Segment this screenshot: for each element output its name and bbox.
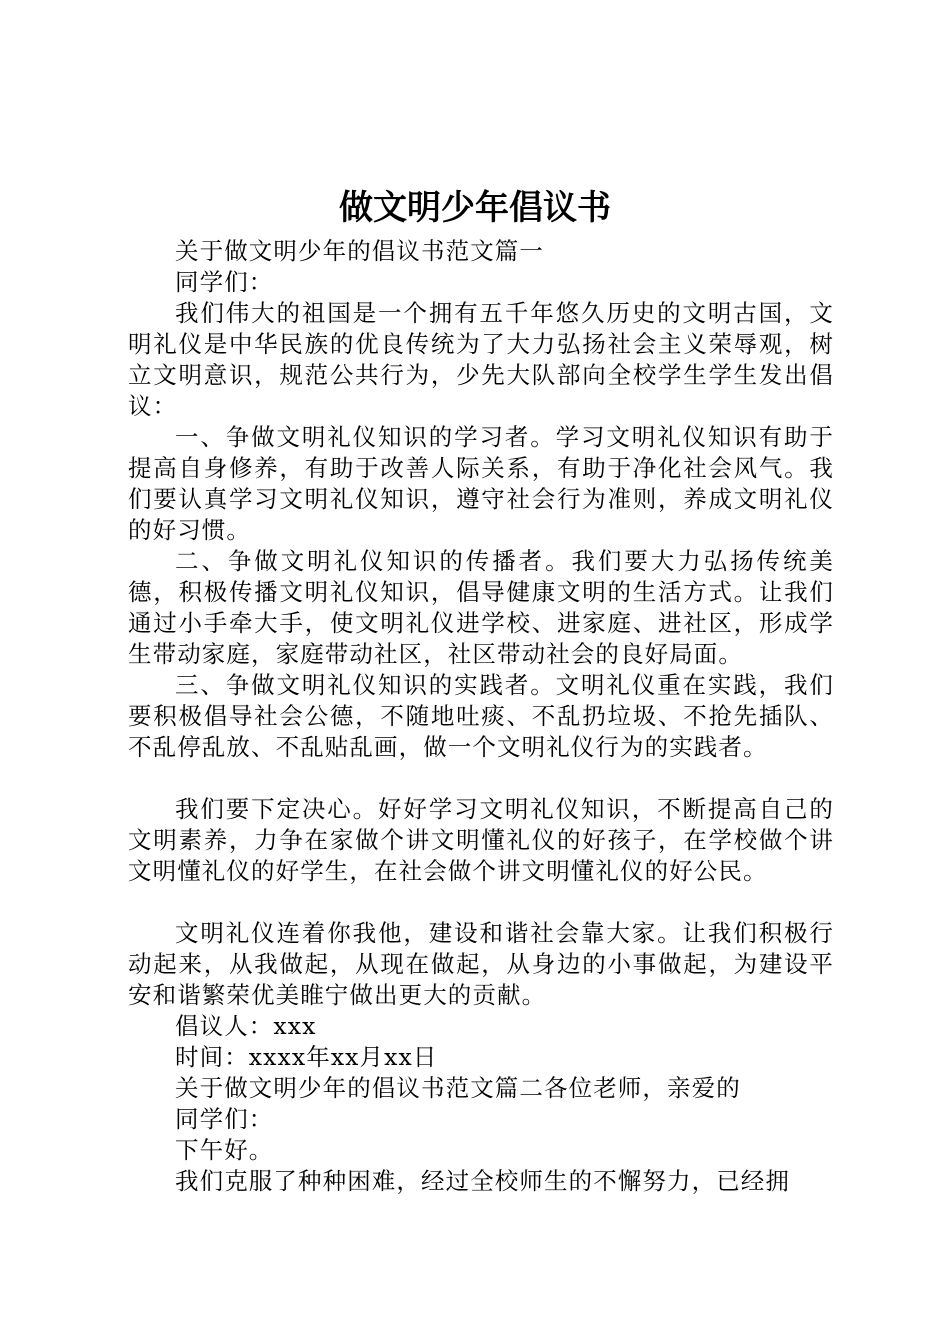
proposal-item-2: 二、争做文明礼仪知识的传播者。我们要大力弘扬传统美德，积极传播文明礼仪知识，倡导健康文明的生活方式。让我们通过小手牵大手，使文明礼仪进学校、进家庭、进社区，形成学生带动家庭，家庭带动社区，社区带动社会的良好局面。 xyxy=(128,547,834,668)
resolve-paragraph: 我们要下定决心。好好学习文明礼仪知识，不断提高自己的文明素养，力争在家做个讲文明懂礼仪的好孩子，在学校做个讲文明懂礼仪的好学生，在社会做个讲文明懂礼仪的好公民。 xyxy=(128,795,834,885)
proposal-item-1: 一、争做文明礼仪知识的学习者。学习文明礼仪知识有助于提高自身修养，有助于改善人际关系，有助于净化社会风气。我们要认真学习文明礼仪知识，遵守社会行为准则，养成文明礼仪的好习惯。 xyxy=(128,423,834,544)
document-title: 做文明少年倡议书 xyxy=(339,188,611,228)
body-paragraph-start: 我们克服了种种困难，经过全校师生的不懈努力，已经拥 xyxy=(175,1167,790,1195)
proposal-item-3: 三、争做文明礼仪知识的实践者。文明礼仪重在实践，我们要积极倡导社会公德，不随地吐痰、不乱扔垃圾、不抢先插队、不乱停乱放、不乱贴乱画，做一个文明礼仪行为的实践者。 xyxy=(128,671,834,761)
section-heading-1: 关于做文明少年的倡议书范文篇一 xyxy=(175,237,544,265)
intro-paragraph: 我们伟大的祖国是一个拥有五千年悠久历史的文明古国，文明礼仪是中华民族的优良传统为了大力弘扬社会主义荣辱观，树立文明意识，规范公共行为，少先大队部向全校学生学生发出倡议： xyxy=(128,299,834,420)
greeting: 下午好。 xyxy=(175,1136,274,1164)
section-heading-2: 关于做文明少年的倡议书范文篇二各位老师，亲爱的 xyxy=(175,1074,741,1102)
document-body xyxy=(128,236,834,1197)
salutation-2: 同学们： xyxy=(175,1105,274,1133)
closing-paragraph: 文明礼仪连着你我他，建设和谐社会靠大家。让我们积极行动起来，从我做起，从现在做起，从身边的小事做起，为建设平安和谐繁荣优美睢宁做出更大的贡献。 xyxy=(128,919,834,1009)
initiator-line: 倡议人：xxx xyxy=(175,1012,317,1040)
date-line: 时间：xxxx年xx月xx日 xyxy=(175,1043,438,1071)
salutation: 同学们： xyxy=(175,268,274,296)
